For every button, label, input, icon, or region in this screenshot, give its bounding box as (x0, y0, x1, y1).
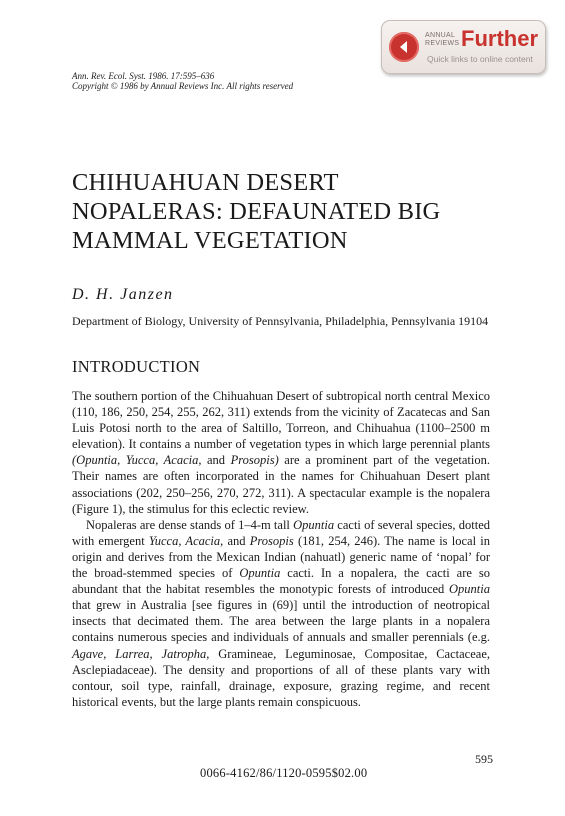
italic-run: (Opuntia, Yucca, Acacia, (72, 453, 202, 468)
article-title: CHIHUAHUAN DESERT NOPALERAS: DEFAUNATED BIG MAMMAL VEGETATION (72, 169, 441, 254)
text-run: and (201, 453, 231, 468)
text-run: The southern portion of the Chihuahuan Desert of subtropical north central Mexico (110, 186, 250, 254, 255, 262, 311) extends from the vicinity of Zacatecas and San Luis Potosi north to the area of Saltillo, Torreon, and Chihuahua (1100–2500 m elevation). It contains a number of vegetation types in which large perennial plants (72, 389, 490, 452)
body-text (72, 388, 490, 710)
text-run: (181, 254, 246). The name is local in origin and derives from the Mexican Indian (nahuatl) generic name of ‘nopal’ for the broad-stemmed species of (72, 533, 490, 581)
text-run: Gramineae, Leguminosae, Compositae, Cactaceae, Asclepiadaceae). The density and proportions of all of these plants vary with contour, soil type, rainfall, drainage, exposure, grazing regime, and recent historical events, but the large plants remain conspicuous. (72, 646, 490, 709)
annual-reviews-logo-text (425, 32, 459, 48)
italic-run: Prosopis (249, 533, 294, 548)
author-affiliation: Department of Biology, University of Pennsylvania, Philadelphia, Pennsylvania 19104 (72, 314, 489, 328)
reviews-label: REVIEWS (425, 40, 460, 47)
italic-run: Yucca, Acacia, (148, 533, 224, 548)
further-arrow-icon (389, 32, 419, 62)
italic-run: Opuntia (449, 582, 490, 597)
text-run: that grew in Australia [see figures in (69)] until the introduction of neotropical insects that decimated them. The area between the large plants in a nopalera contains numerous species and individuals of annuals and smaller perennials (e.g. (72, 598, 490, 645)
citation-line-2: Copyright © 1986 by Annual Reviews Inc. All rights reserved (72, 81, 294, 91)
text-run: cacti of several species, dotted with emergent (72, 517, 490, 548)
journal-citation (72, 71, 293, 91)
text-run: cacti. In a nopalera, the cacti are so abundant that the habitat resembles the monotypic forests of introduced (72, 566, 490, 597)
italic-run: Agave, Larrea, Jatropha, (72, 646, 210, 661)
article-code: 0066-4162/86/1120-0595$02.00 (200, 766, 368, 780)
author-name: D. H. Janzen (72, 286, 174, 303)
text-run: Nopaleras are dense stands of 1–4-m tall (86, 517, 294, 532)
italic-run: Prosopis) (230, 453, 279, 468)
further-badge[interactable] (381, 20, 546, 74)
text-run: and (223, 533, 250, 548)
paragraph-2 (72, 517, 490, 710)
page-number: 595 (475, 752, 493, 766)
further-label: Further (461, 26, 538, 51)
paragraph-1 (72, 388, 490, 517)
italic-run: Opuntia (239, 566, 281, 581)
italic-run: Opuntia (293, 517, 335, 532)
further-tagline: Quick links to online content (427, 54, 533, 64)
citation-line-1: Ann. Rev. Ecol. Syst. 1986. 17:595–636 (72, 71, 215, 81)
annual-label: ANNUAL (425, 32, 456, 39)
text-run: are a prominent part of the vegetation. Their names are often incorporated in the names for Chihuahuan Desert plant associations (202, 250–256, 270, 272, 311). A spectacular example is the nopalera (Figure 1), the stimulus for this eclectic review. (72, 453, 490, 516)
section-heading: INTRODUCTION (72, 357, 201, 376)
